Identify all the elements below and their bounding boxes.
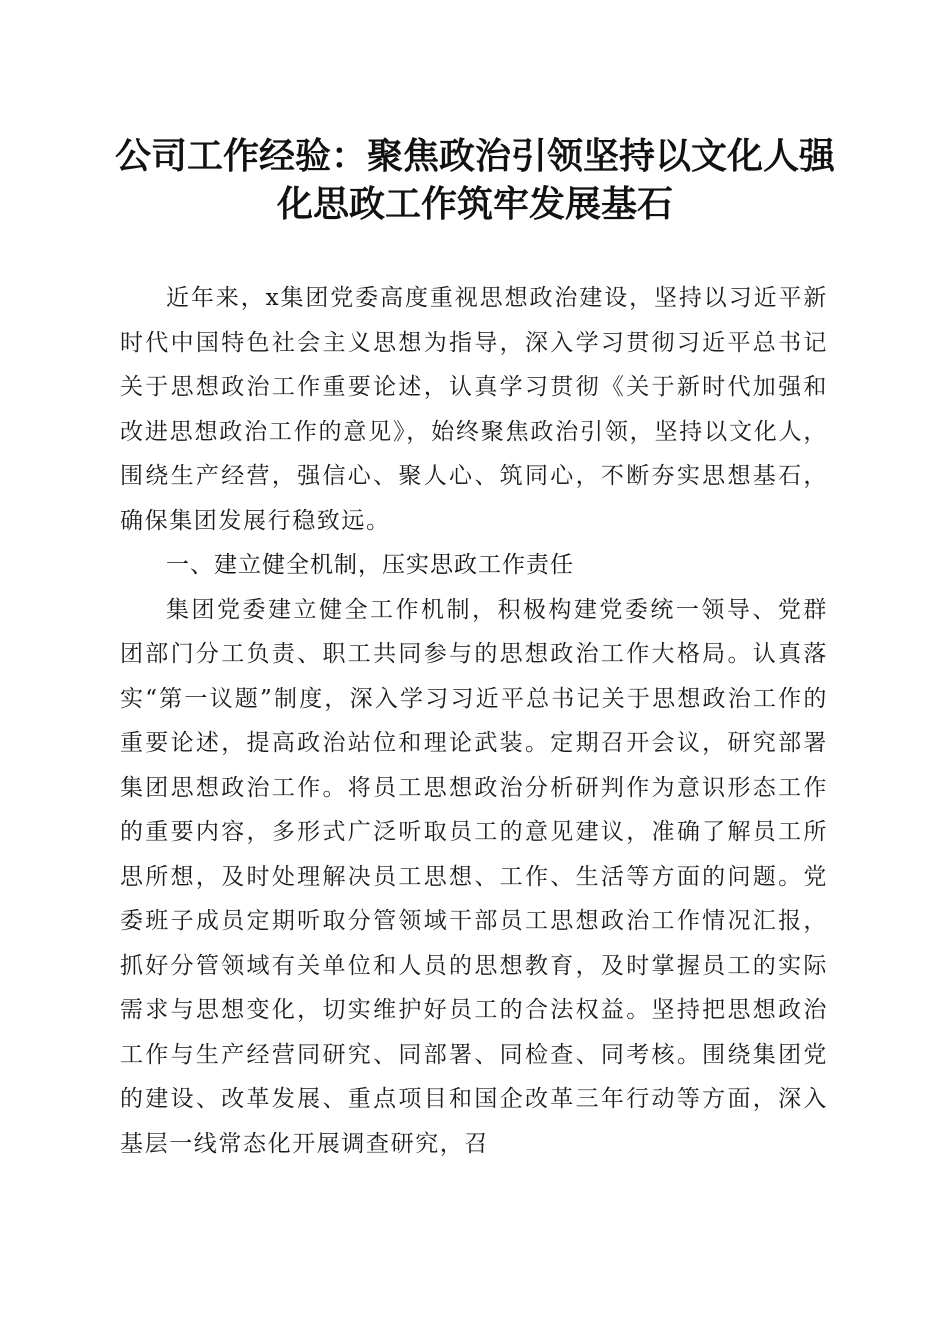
intro-paragraph: 近年来，x集团党委高度重视思想政治建设，坚持以习近平新时代中国特色社会主义思想为指导，深入学习贯彻习近平总书记关于思想政治工作重要论述，认真学习贯彻《关于新时代加强和改进思想政治工作的意见》，始终聚焦政治引领，坚持以文化人，围绕生产经营，强信心、聚人心、筑同心，不断夯实思想基石，确保集团发展行稳致远。 (120, 285, 828, 534)
section-paragraph: 集团党委建立健全工作机制，积极构建党委统一领导、党群团部门分工负责、职工共同参与的思想政治工作大格局。认真落实“第一议题”制度，深入学习习近平总书记关于思想政治工作的重要论述，提高政治站位和理论武装。定期召开会议，研究部署集团思想政治工作。将员工思想政治分析研判作为意识形态工作的重要内容，多形式广泛听取员工的意见建议，准确了解员工所思所想，及时处理解决员工思想、工作、生活等方面的问题。党委班子成员定期听取分管领域干部员工思想政治工作情况汇报，抓好分管领域有关单位和人员的思想教育，及时掌握员工的实际需求与思想变化，切实维护好员工的合法权益。坚持把思想政治工作与生产经营同研究、同部署、同检查、同考核。围绕集团党的建设、改革发展、重点项目和国企改革三年行动等方面，深入基层一线常态化开展调查研究，召 (120, 596, 828, 1157)
document-body (120, 276, 828, 1166)
document-title: 公司工作经验：聚焦政治引领坚持以文化人强化思政工作筑牢发展基石 (114, 135, 835, 225)
section-heading: 一、建立健全机制，压实思政工作责任 (166, 552, 574, 578)
